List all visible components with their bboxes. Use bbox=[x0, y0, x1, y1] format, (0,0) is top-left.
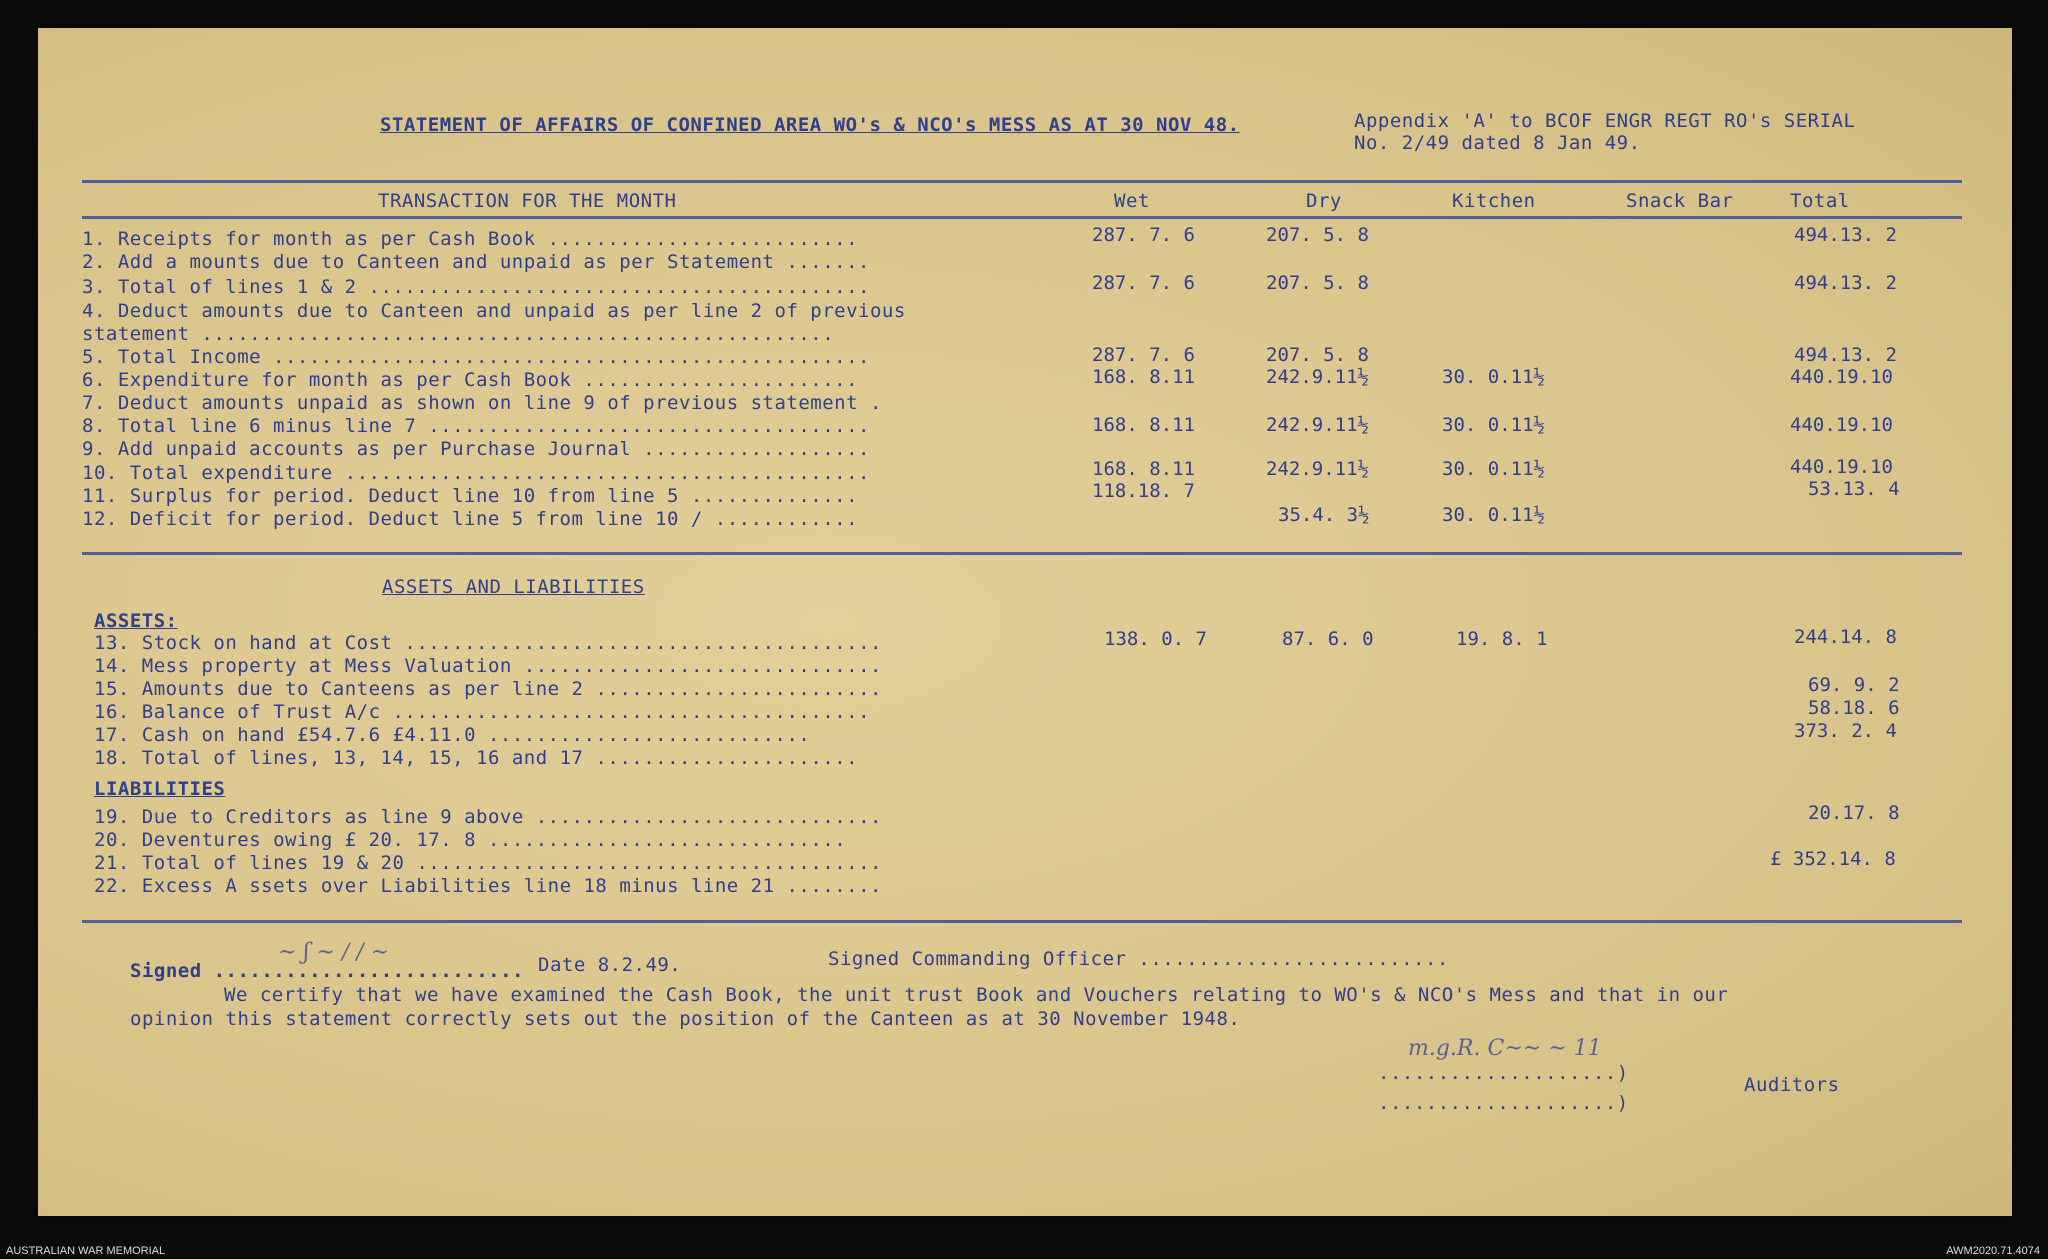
line-8-total: 440.19.10 bbox=[1790, 414, 1893, 436]
archive-credit: AUSTRALIAN WAR MEMORIAL bbox=[6, 1245, 166, 1257]
col-header-kitchen: Kitchen bbox=[1452, 190, 1536, 212]
auditors-label: Auditors bbox=[1744, 1074, 1840, 1096]
line-1-dry: 207. 5. 8 bbox=[1266, 224, 1369, 246]
asset-line-16: 16. Balance of Trust A/c ........................................ bbox=[94, 701, 871, 723]
liability-line-19: 19. Due to Creditors as line 9 above ............................. bbox=[94, 806, 882, 828]
assets-label: ASSETS: bbox=[94, 610, 178, 632]
auditor-signature: m.g.R. C~~ ~ 11 bbox=[1408, 1036, 1602, 1061]
line-15-total: 69. 9. 2 bbox=[1808, 674, 1900, 696]
asset-line-13: 13. Stock on hand at Cost ........................................ bbox=[94, 632, 882, 654]
liability-line-20: 20. Deventures owing £ 20. 17. 8 .............................. bbox=[94, 829, 847, 851]
bottom-rule bbox=[82, 920, 1962, 923]
line-8-dry: 242.9.11½ bbox=[1266, 414, 1369, 436]
asset-line-17: 17. Cash on hand £54.7.6 £4.11.0 ........................... bbox=[94, 724, 811, 746]
transaction-line-7: 7. Deduct amounts unpaid as shown on line 9 of previous statement . bbox=[82, 392, 882, 414]
line-1-total: 494.13. 2 bbox=[1794, 224, 1897, 246]
signed-line: Signed .......................... bbox=[130, 960, 524, 982]
auditor-line-2: ....................) bbox=[1378, 1092, 1629, 1114]
transaction-line-11: 11. Surplus for period. Deduct line 10 from line 5 .............. bbox=[82, 485, 859, 507]
appendix-line-1: Appendix 'A' to BCOF ENGR REGT RO's SERIAL bbox=[1354, 110, 1856, 132]
transaction-line-2: 2. Add a mounts due to Canteen and unpaid as per Statement ....... bbox=[82, 251, 870, 273]
line-11-wet: 118.18. 7 bbox=[1092, 480, 1195, 502]
line-5-dry: 207. 5. 8 bbox=[1266, 344, 1369, 366]
liabilities-label: LIABILITIES bbox=[94, 778, 226, 800]
certification-line-1: We certify that we have examined the Cash Book, the unit trust Book and Vouchers relating to WO's & NCO's Mess and that in our bbox=[224, 984, 1729, 1006]
middle-rule bbox=[82, 552, 1962, 555]
transaction-line-10: 10. Total expenditure ............................................ bbox=[82, 462, 870, 484]
officer-signature: ~ ʃ ~ / / ~ bbox=[278, 940, 390, 965]
col-header-total: Total bbox=[1790, 190, 1850, 212]
transaction-line-3: 3. Total of lines 1 & 2 .......................................... bbox=[82, 276, 870, 298]
col-header-transaction: TRANSACTION FOR THE MONTH bbox=[378, 190, 677, 212]
line-19-total: 20.17. 8 bbox=[1808, 802, 1900, 824]
transaction-line-8: 8. Total line 6 minus line 7 ..................................... bbox=[82, 415, 870, 437]
statement-title: STATEMENT OF AFFAIRS OF CONFINED AREA WO's & NCO's MESS AS AT 30 NOV 48. bbox=[380, 114, 1240, 136]
line-1-wet: 287. 7. 6 bbox=[1092, 224, 1195, 246]
line-6-kitchen: 30. 0.11½ bbox=[1442, 366, 1545, 388]
line-10-kitchen: 30. 0.11½ bbox=[1442, 458, 1545, 480]
line-12-dry: 35.4. 3½ bbox=[1278, 504, 1370, 526]
signed-date: Date 8.2.49. bbox=[538, 954, 682, 976]
assets-liabilities-heading: ASSETS AND LIABILITIES bbox=[382, 576, 645, 598]
col-header-snack-bar: Snack Bar bbox=[1626, 190, 1734, 212]
line-11-total: 53.13. 4 bbox=[1808, 478, 1900, 500]
top-rule bbox=[82, 180, 1962, 183]
line-6-dry: 242.9.11½ bbox=[1266, 366, 1369, 388]
line-17-total: 373. 2. 4 bbox=[1794, 720, 1897, 742]
transaction-line-12: 12. Deficit for period. Deduct line 5 from line 10 / ............ bbox=[82, 508, 859, 530]
line-10-dry: 242.9.11½ bbox=[1266, 458, 1369, 480]
transaction-line-4-cont: statement ..................................................... bbox=[82, 323, 835, 345]
certification-line-2: opinion this statement correctly sets out the position of the Canteen as at 30 November 1948. bbox=[130, 1008, 1241, 1030]
line-13-dry: 87. 6. 0 bbox=[1282, 628, 1374, 650]
col-header-dry: Dry bbox=[1306, 190, 1342, 212]
line-3-dry: 207. 5. 8 bbox=[1266, 272, 1369, 294]
appendix-line-2: No. 2/49 dated 8 Jan 49. bbox=[1354, 132, 1641, 154]
asset-line-18: 18. Total of lines, 13, 14, 15, 16 and 17 ...................... bbox=[94, 747, 859, 769]
line-6-total: 440.19.10 bbox=[1790, 366, 1893, 388]
transaction-line-9: 9. Add unpaid accounts as per Purchase Journal ................... bbox=[82, 438, 870, 460]
line-10-total: 440.19.10 bbox=[1790, 456, 1893, 478]
transaction-line-5: 5. Total Income .................................................. bbox=[82, 346, 870, 368]
line-10-wet: 168. 8.11 bbox=[1092, 458, 1195, 480]
line-6-wet: 168. 8.11 bbox=[1092, 366, 1195, 388]
line-16-total: 58.18. 6 bbox=[1808, 697, 1900, 719]
line-5-total: 494.13. 2 bbox=[1794, 344, 1897, 366]
col-header-wet: Wet bbox=[1114, 190, 1150, 212]
line-8-kitchen: 30. 0.11½ bbox=[1442, 414, 1545, 436]
line-3-total: 494.13. 2 bbox=[1794, 272, 1897, 294]
line-5-wet: 287. 7. 6 bbox=[1092, 344, 1195, 366]
transaction-line-6: 6. Expenditure for month as per Cash Book ....................... bbox=[82, 369, 859, 391]
line-12-kitchen: 30. 0.11½ bbox=[1442, 504, 1545, 526]
auditor-line-1: ....................) bbox=[1378, 1062, 1629, 1084]
asset-line-15: 15. Amounts due to Canteens as per line 2 ........................ bbox=[94, 678, 882, 700]
transaction-line-1: 1. Receipts for month as per Cash Book .......................... bbox=[82, 228, 859, 250]
transaction-line-4: 4. Deduct amounts due to Canteen and unpaid as per line 2 of previous bbox=[82, 300, 906, 322]
line-8-wet: 168. 8.11 bbox=[1092, 414, 1195, 436]
document-sheet bbox=[38, 28, 2012, 1216]
line-13-wet: 138. 0. 7 bbox=[1104, 628, 1207, 650]
liability-line-22: 22. Excess A ssets over Liabilities line 18 minus line 21 ........ bbox=[94, 875, 882, 897]
liability-line-21: 21. Total of lines 19 & 20 ....................................... bbox=[94, 852, 882, 874]
line-13-kitchen: 19. 8. 1 bbox=[1456, 628, 1548, 650]
header-rule bbox=[82, 216, 1962, 219]
line-3-wet: 287. 7. 6 bbox=[1092, 272, 1195, 294]
archive-reference: AWM2020.71.4074 bbox=[1946, 1245, 2040, 1257]
asset-line-14: 14. Mess property at Mess Valuation .............................. bbox=[94, 655, 882, 677]
commanding-officer-line: Signed Commanding Officer .......................... bbox=[828, 948, 1449, 970]
line-13-total: 244.14. 8 bbox=[1794, 626, 1897, 648]
line-21-total: £ 352.14. 8 bbox=[1770, 848, 1896, 870]
